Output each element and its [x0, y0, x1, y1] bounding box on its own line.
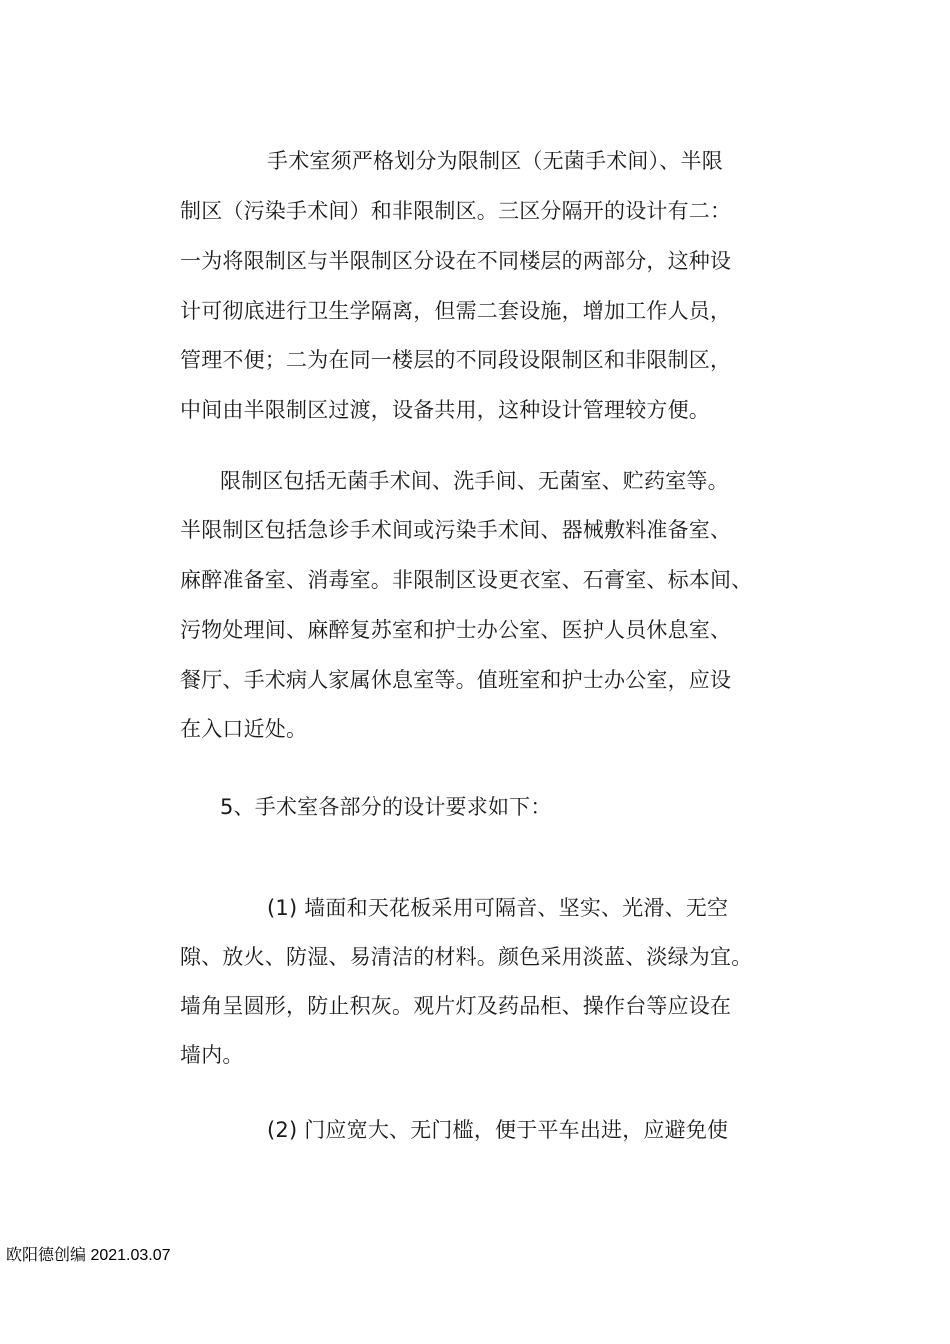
- text-line: 在入口近处。: [180, 717, 308, 741]
- footer-author-date: 欧阳德创编 2021.03.07: [6, 1247, 171, 1264]
- text-line: 限制区包括无菌手术间、洗手间、无菌室、贮药室等。: [220, 469, 729, 493]
- text-line: (2) 门应宽大、无门槛，便于平车出进，应避免使: [267, 1118, 729, 1142]
- text-line: 隙、放火、防湿、易清洁的材料。颜色采用淡蓝、淡绿为宜。: [180, 945, 753, 969]
- text-line: 污物处理间、麻醉复苏室和护士办公室、医护人员休息室、: [180, 618, 732, 642]
- text-line: 计可彻底进行卫生学隔离，但需二套设施，增加工作人员，: [180, 299, 732, 323]
- text-line: (1) 墙面和天花板采用可隔音、坚实、光滑、无空: [267, 896, 729, 920]
- text-line: 一为将限制区与半限制区分设在不同楼层的两部分，这种设: [180, 249, 732, 273]
- text-line: 墙角呈圆形，防止积灰。观片灯及药品柜、操作台等应设在: [180, 994, 732, 1018]
- text-line: 墙内。: [180, 1043, 244, 1067]
- text-line: 制区（污染手术间）和非限制区。三区分隔开的设计有二：: [180, 199, 732, 223]
- heading-text: 5、手术室各部分的设计要求如下：: [220, 795, 552, 819]
- text-line: 手术室须严格划分为限制区（无菌手术间）、半限: [267, 149, 723, 173]
- text-line: 半限制区包括急诊手术间或污染手术间、器械敷料准备室、: [180, 518, 732, 542]
- text-line: 中间由半限制区过渡，设备共用，这种设计管理较方便。: [180, 398, 710, 422]
- text-line: 餐厅、手术病人家属休息室等。值班室和护士办公室，应设: [180, 668, 732, 692]
- text-line: 管理不便；二为在同一楼层的不同段设限制区和非限制区，: [180, 348, 732, 372]
- text-line: 麻醉准备室、消毒室。非限制区设更衣室、石膏室、标本间、: [180, 568, 753, 592]
